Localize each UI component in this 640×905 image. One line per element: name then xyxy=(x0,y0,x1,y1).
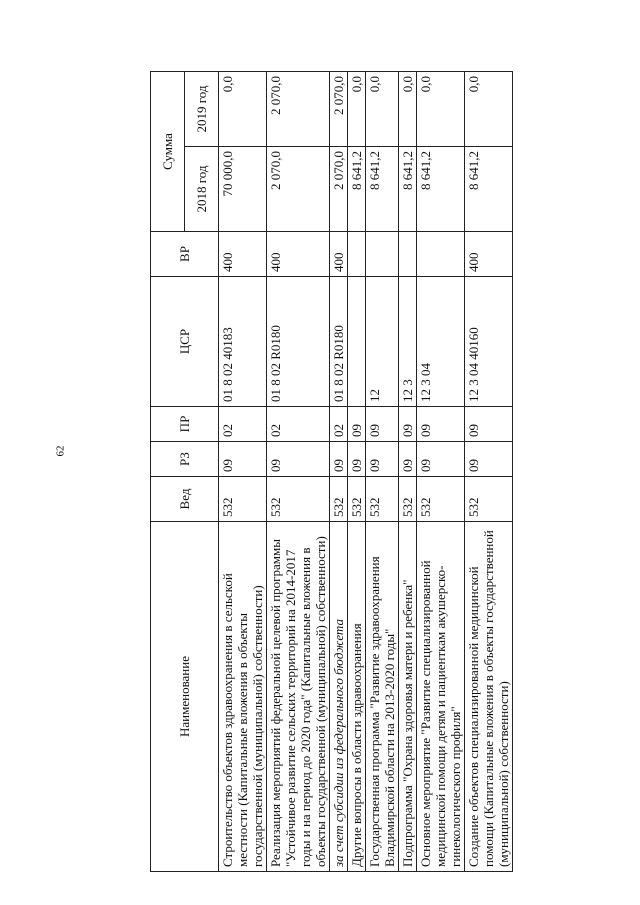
cell-rz: 09 xyxy=(366,442,399,477)
cell-csr: 12 3 04 40160 xyxy=(465,277,513,407)
cell-ved: 532 xyxy=(417,477,465,522)
cell-vr: 400 xyxy=(219,232,267,277)
cell-ved: 532 xyxy=(330,477,348,522)
cell-pr: 09 xyxy=(366,407,399,442)
cell-name: Основное мероприятие "Развитие специализированной медицинской помощи детям и пациенткам акушерско-гинекологического профиля" xyxy=(417,522,465,872)
cell-vr: 400 xyxy=(267,232,330,277)
cell-vr xyxy=(417,232,465,277)
cell-s2019: 2 070,0 xyxy=(330,72,348,147)
header-vr: ВР xyxy=(151,232,219,277)
cell-name: Подпрограмма "Охрана здоровья матери и ребенка" xyxy=(399,522,417,872)
cell-s2018: 8 641,2 xyxy=(366,147,399,232)
cell-rz: 09 xyxy=(399,442,417,477)
header-2019: 2019 год xyxy=(185,72,219,147)
cell-rz: 09 xyxy=(417,442,465,477)
table-row xyxy=(417,72,465,872)
header-2018: 2018 год xyxy=(185,147,219,232)
cell-vr xyxy=(348,232,366,277)
cell-s2019: 0,0 xyxy=(399,72,417,147)
cell-csr: 12 3 04 xyxy=(417,277,465,407)
header-csr: ЦСР xyxy=(151,277,219,407)
table-row xyxy=(465,72,513,872)
cell-s2018: 8 641,2 xyxy=(417,147,465,232)
cell-ved: 532 xyxy=(399,477,417,522)
table-row xyxy=(219,72,267,872)
cell-s2019: 0,0 xyxy=(465,72,513,147)
cell-name: за счет субсидии из федерального бюджета xyxy=(330,522,348,872)
cell-name: Другие вопросы в области здравоохранения xyxy=(348,522,366,872)
cell-s2018: 8 641,2 xyxy=(465,147,513,232)
cell-csr: 01 8 02 R0180 xyxy=(330,277,348,407)
header-pr: ПР xyxy=(151,407,219,442)
page-number: 62 xyxy=(54,445,67,457)
cell-s2018: 8 641,2 xyxy=(348,147,366,232)
cell-ved: 532 xyxy=(465,477,513,522)
cell-rz: 09 xyxy=(267,442,330,477)
table-row xyxy=(330,72,348,872)
cell-s2019: 2 070,0 xyxy=(267,72,330,147)
cell-pr: 02 xyxy=(330,407,348,442)
cell-pr: 09 xyxy=(399,407,417,442)
cell-pr: 02 xyxy=(267,407,330,442)
cell-pr: 09 xyxy=(417,407,465,442)
cell-name: Государственная программа "Развитие здравоохранения Владимирской области на 2013-2020 годы" xyxy=(366,522,399,872)
header-sum: Сумма xyxy=(151,72,185,232)
cell-pr: 09 xyxy=(348,407,366,442)
cell-s2019: 0,0 xyxy=(417,72,465,147)
cell-s2018: 8 641,2 xyxy=(399,147,417,232)
cell-s2018: 2 070,0 xyxy=(330,147,348,232)
cell-s2018: 70 000,0 xyxy=(219,147,267,232)
cell-vr xyxy=(366,232,399,277)
header-ved: Вед xyxy=(151,477,219,522)
rotated-table-container xyxy=(150,72,640,872)
cell-ved: 532 xyxy=(366,477,399,522)
cell-ved: 532 xyxy=(348,477,366,522)
cell-csr: 01 8 02 40183 xyxy=(219,277,267,407)
cell-rz: 09 xyxy=(330,442,348,477)
cell-ved: 532 xyxy=(267,477,330,522)
cell-csr: 12 3 xyxy=(399,277,417,407)
cell-s2018: 2 070,0 xyxy=(267,147,330,232)
cell-s2019: 0,0 xyxy=(219,72,267,147)
table-row xyxy=(366,72,399,872)
cell-s2019: 0,0 xyxy=(348,72,366,147)
table-row xyxy=(267,72,330,872)
cell-csr: 01 8 02 R0180 xyxy=(267,277,330,407)
table-row xyxy=(348,72,366,872)
header-name: Наименование xyxy=(151,522,219,872)
cell-rz: 09 xyxy=(348,442,366,477)
cell-csr: 12 xyxy=(366,277,399,407)
cell-name: Строительство объектов здравоохранения в сельской местности (Капитальные вложения в объекты государственной (муниципальной) собственности) xyxy=(219,522,267,872)
cell-rz: 09 xyxy=(465,442,513,477)
cell-rz: 09 xyxy=(219,442,267,477)
cell-csr xyxy=(348,277,366,407)
table-row xyxy=(399,72,417,872)
cell-vr: 400 xyxy=(465,232,513,277)
cell-pr: 02 xyxy=(219,407,267,442)
cell-name: Реализация мероприятий федеральной целевой программы "Устойчивое развитие сельских территорий на 2014-2017 годы и на период до 2020 года" (Капитальные вложения в объекты государственной (муниципальной) собственности) xyxy=(267,522,330,872)
cell-pr: 09 xyxy=(465,407,513,442)
cell-vr xyxy=(399,232,417,277)
cell-ved: 532 xyxy=(219,477,267,522)
header-rz: РЗ xyxy=(151,442,219,477)
cell-vr: 400 xyxy=(330,232,348,277)
cell-s2019: 0,0 xyxy=(366,72,399,147)
cell-name: Создание объектов специализированной медицинской помощи (Капитальные вложения в объекты государственной (муниципальной) собственности) xyxy=(465,522,513,872)
budget-table xyxy=(150,71,513,872)
